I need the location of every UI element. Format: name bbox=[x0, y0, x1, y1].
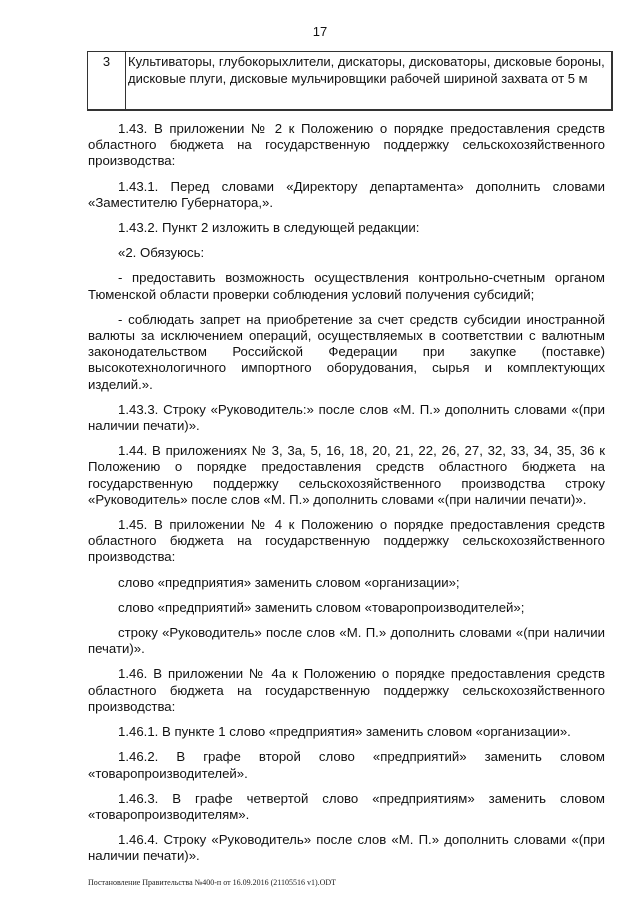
paragraph-1-46-3: 1.46.3. В графе четвертой слово «предприятиям» заменить словом «товаропроизводителям». bbox=[88, 790, 605, 822]
paragraph-1-43-3: 1.43.3. Строку «Руководитель:» после слов «М. П.» дополнить словами «(при наличии печати)». bbox=[88, 401, 605, 434]
paragraph-obligation-heading: «2. Обязуюсь: bbox=[118, 245, 205, 261]
paragraph-obligation-1: - предоставить возможность осуществления контрольно-счетным органом Тюменской области проверки соблюдения условий получения субсидий; bbox=[88, 270, 605, 302]
paragraph-1-43: 1.43. В приложении № 2 к Положению о порядке предоставления средств областного бюджета на государственную поддержку сельскохозяйственного производства: bbox=[88, 121, 605, 169]
paragraph-1-43-2: 1.43.2. Пункт 2 изложить в следующей редакции: bbox=[118, 220, 420, 236]
document-body bbox=[88, 121, 605, 874]
table-row-text: Культиваторы, глубокорыхлители, дискаторы, дисковаторы, дисковые бороны, дисковые плуги, дисковые мульчировщики рабочей шириной захвата от 5 м bbox=[128, 54, 605, 86]
document-footer: Постановление Правительства №400-п от 16.09.2016 (21105516 v1).ODT bbox=[88, 878, 337, 887]
equipment-table bbox=[87, 51, 613, 111]
paragraph-1-45-b: слово «предприятий» заменить словом «товаропроизводителей»; bbox=[118, 599, 525, 615]
table-row-number: 3 bbox=[88, 52, 126, 109]
paragraph-1-46-4: 1.46.4. Строку «Руководитель» после слов «М. П.» дополнить словами «(при наличии печати)». bbox=[88, 832, 605, 864]
paragraph-1-44: 1.44. В приложениях № 3, 3а, 5, 16, 18, 20, 21, 22, 26, 27, 32, 33, 34, 35, 36 к Положению о порядке предоставления средств областного бюджета на государственную поддержку сельскохозяйственного производства строку «Руководитель» после слов «М. П.» дополнить словами «(при наличии печати)». bbox=[88, 443, 605, 507]
paragraph-1-45-c: строку «Руководитель» после слов «М. П.» дополнить словами «(при наличии печати)». bbox=[88, 625, 605, 657]
paragraph-obligation-2: - соблюдать запрет на приобретение за счет средств субсидии иностранной валюты за исключением операций, осуществляемых в соответствии с валютным законодательством Российской Федерации при закупке (поставке) высокотехнологичного импортного оборудования, сырья и комплектующих изделий.». bbox=[88, 311, 605, 392]
page-number: 17 bbox=[312, 24, 328, 39]
paragraph-1-43-1: 1.43.1. Перед словами «Директору департамента» дополнить словами «Заместителю Губернатора,». bbox=[88, 178, 605, 210]
paragraph-1-46: 1.46. В приложении № 4а к Положению о порядке предоставления средств областного бюджета на государственную поддержку сельскохозяйственного производства: bbox=[88, 666, 605, 714]
paragraph-1-45-a: слово «предприятия» заменить словом «организации»; bbox=[118, 574, 460, 590]
paragraph-1-45: 1.45. В приложении № 4 к Положению о порядке предоставления средств областного бюджета на государственную поддержку сельскохозяйственного производства: bbox=[88, 517, 605, 565]
paragraph-1-46-2: 1.46.2. В графе второй слово «предприятий» заменить словом «товаропроизводителей». bbox=[88, 749, 605, 781]
paragraph-1-46-1: 1.46.1. В пункте 1 слово «предприятия» заменить словом «организации». bbox=[118, 724, 571, 740]
